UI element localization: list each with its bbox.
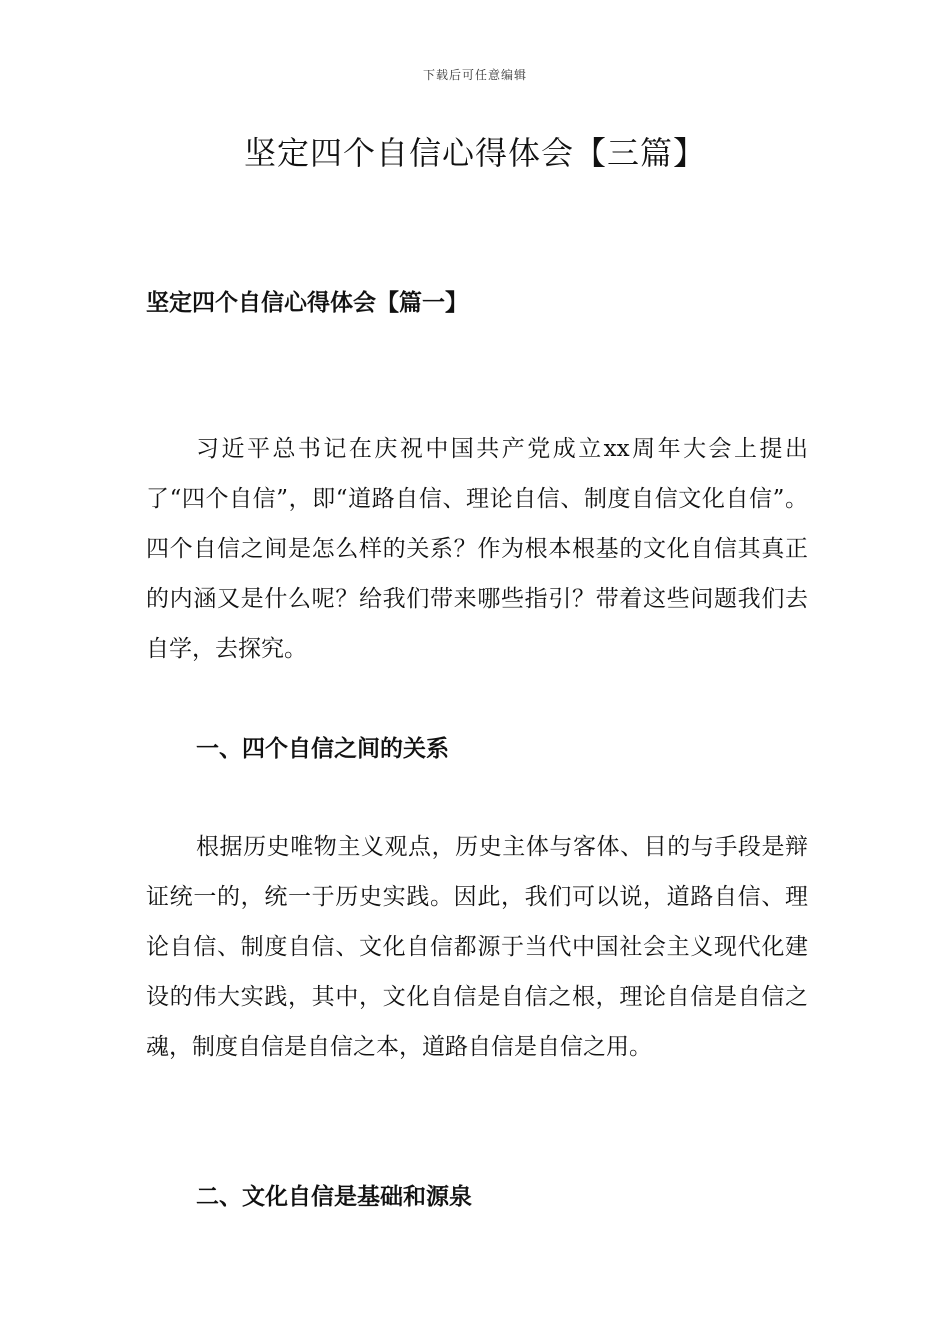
heading-cultural-confidence: 二、文化自信是基础和源泉 xyxy=(196,1183,472,1210)
section-title: 坚定四个自信心得体会【篇一】 xyxy=(146,289,468,316)
document-title: 坚定四个自信心得体会【三篇】 xyxy=(243,134,706,172)
paragraph-intro: 习近平总书记在庆祝中国共产党成立xx周年大会上提出了“四个自信”，即“道路自信、理论自信、制度自信文化自信”。四个自信之间是怎么样的关系？作为根本根基的文化自信其真正的内涵又是什么呢？给我们带来哪些指引？带着这些问题我们去自学，去探究。 xyxy=(146,436,808,662)
paragraph-relationship: 根据历史唯物主义观点，历史主体与客体、目的与手段是辩证统一的，统一于历史实践。因此，我们可以说，道路自信、理论自信、制度自信、文化自信都源于当代中国社会主义现代化建设的伟大实践，其中，文化自信是自信之根，理论自信是自信之魂，制度自信是自信之本，道路自信是自信之用。 xyxy=(146,834,808,1060)
header-note: 下载后可任意编辑 xyxy=(422,68,527,82)
heading-relationship: 一、四个自信之间的关系 xyxy=(196,735,449,762)
